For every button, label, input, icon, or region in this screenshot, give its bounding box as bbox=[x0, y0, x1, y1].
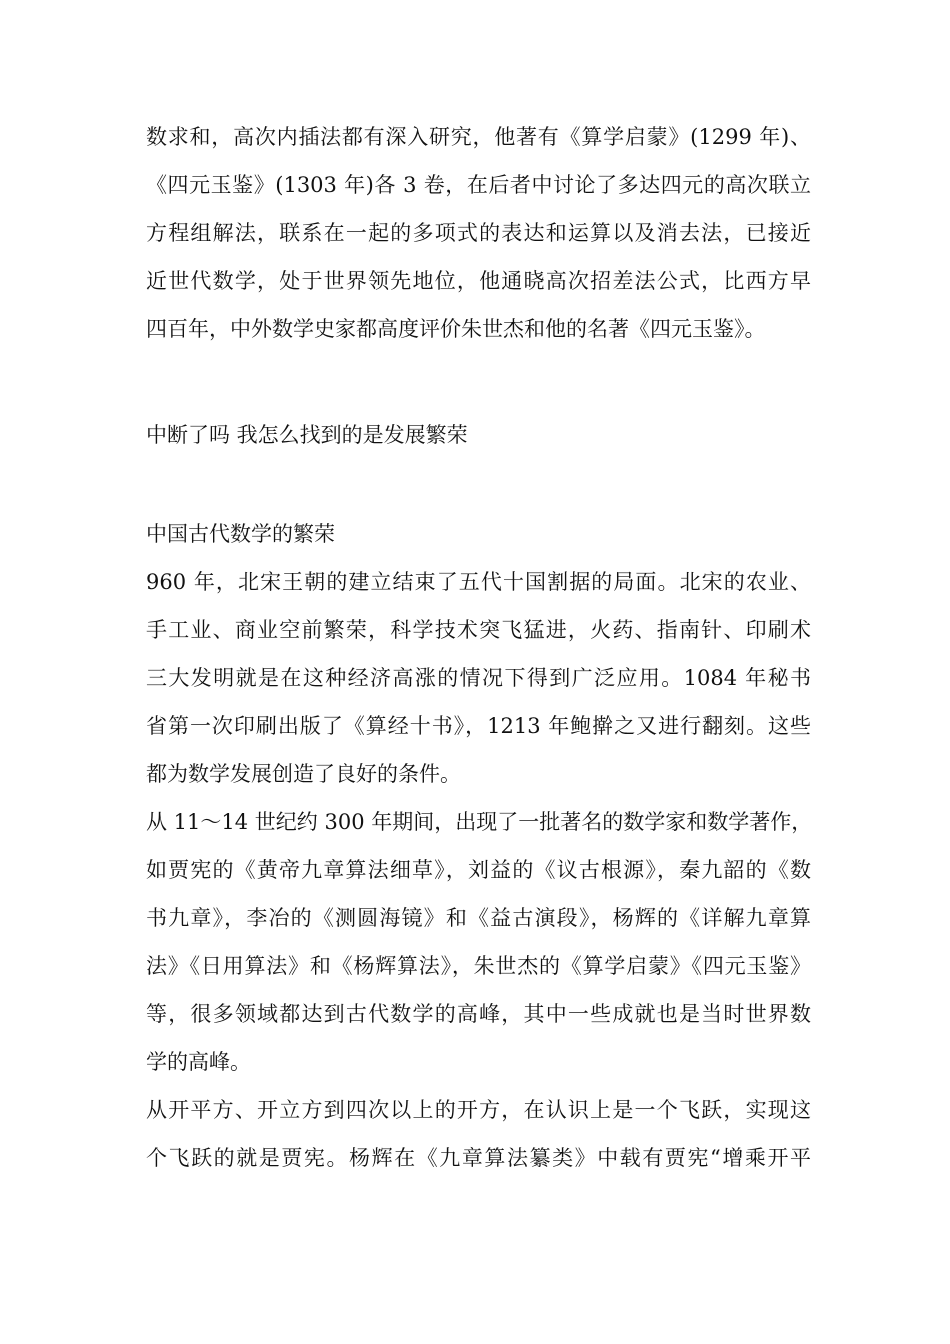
text-line: 数求和，高次内插法都有深入研究，他著有《算学启蒙》(1299 年)、 bbox=[146, 125, 811, 149]
text-line: 方程组解法，联系在一起的多项式的表达和运算以及消去法，已接近 bbox=[146, 221, 811, 245]
text-line: 个飞跃的就是贾宪。杨辉在《九章算法纂类》中载有贾宪“增乘开平 bbox=[146, 1146, 811, 1170]
text-line: 如贾宪的《黄帝九章算法细草》，刘益的《议古根源》，秦九韶的《数 bbox=[146, 858, 811, 882]
text-line: 都为数学发展创造了良好的条件。 bbox=[146, 762, 461, 786]
text-line: 学的高峰。 bbox=[146, 1050, 251, 1074]
text-line: 省第一次印刷出版了《算经十书》，1213 年鲍擀之又进行翻刻。这些 bbox=[146, 714, 811, 738]
section-heading: 中国古代数学的繁荣 bbox=[146, 522, 335, 546]
text-line: 近世代数学，处于世界领先地位，他通晓高次招差法公式，比西方早 bbox=[146, 269, 811, 293]
text-line: 法》《日用算法》和《杨辉算法》，朱世杰的《算学启蒙》《四元玉鉴》 bbox=[146, 954, 811, 978]
paragraph-prosperity bbox=[146, 510, 811, 1182]
text-line: 书九章》，李冶的《测圆海镜》和《益古演段》，杨辉的《详解九章算 bbox=[146, 906, 811, 930]
text-line: 四百年，中外数学史家都高度评价朱世杰和他的名著《四元玉鉴》。 bbox=[146, 317, 766, 341]
text-line: 从 11～14 世纪约 300 年期间，出现了一批著名的数学家和数学著作， bbox=[146, 810, 813, 834]
paragraph-zhu-shijie bbox=[146, 113, 811, 353]
text-line: 等，很多领域都达到古代数学的高峰，其中一些成就也是当时世界数 bbox=[146, 1002, 811, 1026]
text-line: 从开平方、开立方到四次以上的开方，在认识上是一个飞跃，实现这 bbox=[146, 1098, 811, 1122]
text-line: 《四元玉鉴》(1303 年)各 3 卷，在后者中讨论了多达四元的高次联立 bbox=[146, 173, 811, 197]
text-line: 960 年，北宋王朝的建立结束了五代十国割据的局面。北宋的农业、 bbox=[146, 570, 811, 594]
text-line: 中断了吗 我怎么找到的是发展繁荣 bbox=[146, 423, 468, 447]
paragraph-question bbox=[146, 411, 811, 459]
text-line: 手工业、商业空前繁荣，科学技术突飞猛进，火药、指南针、印刷术 bbox=[146, 618, 811, 642]
text-line: 三大发明就是在这种经济高涨的情况下得到广泛应用。1084 年秘书 bbox=[146, 666, 811, 690]
